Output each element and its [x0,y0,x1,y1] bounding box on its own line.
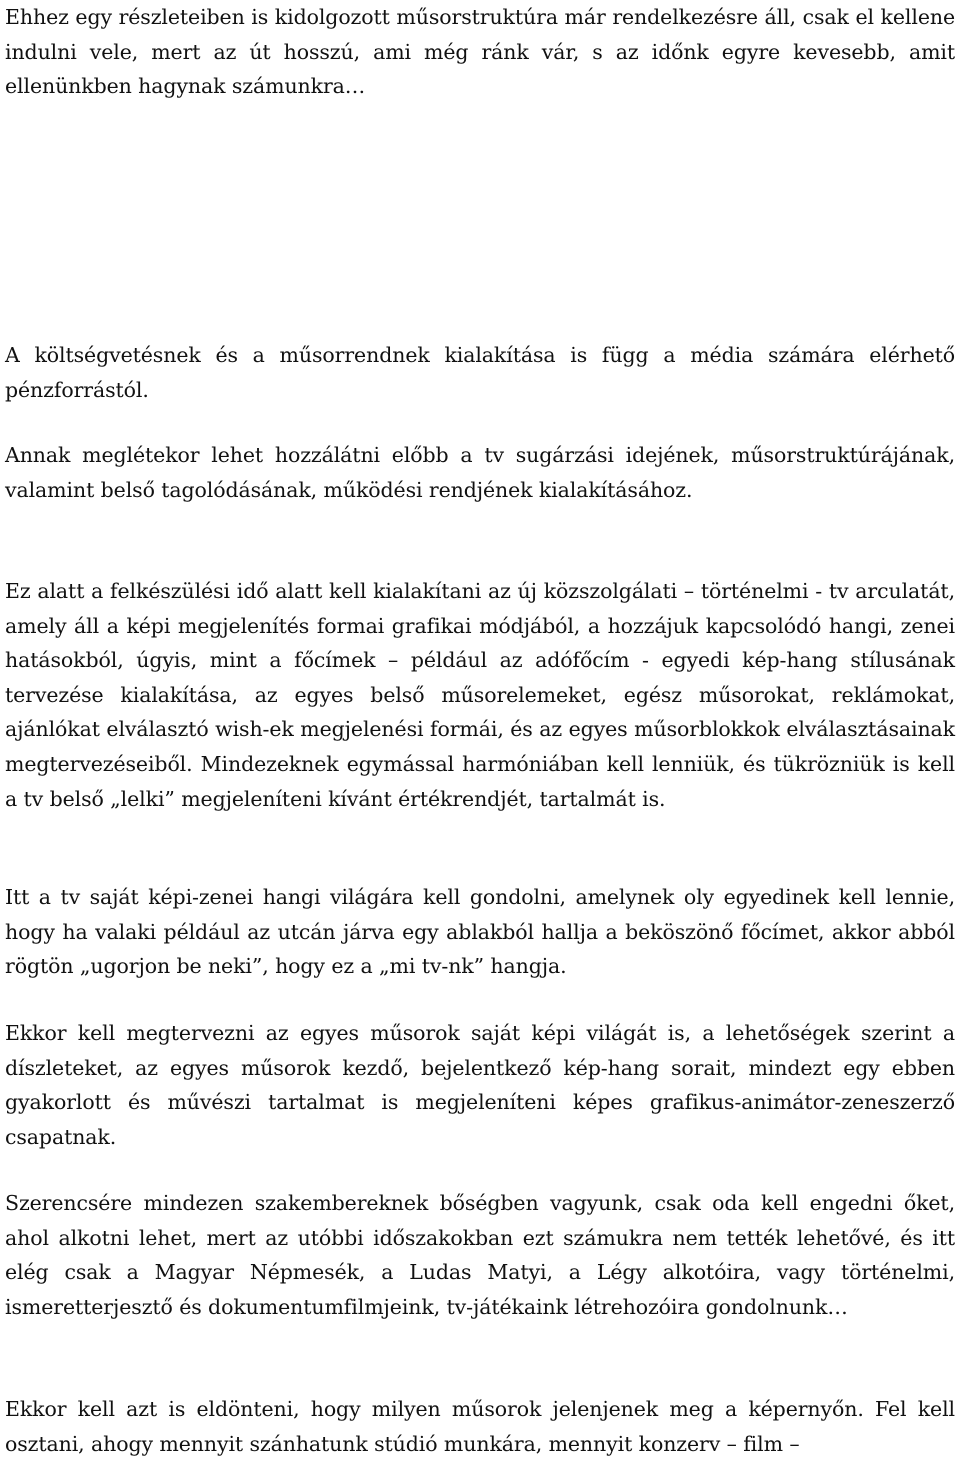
paragraph-8: Ekkor kell azt is eldönteni, hogy milyen műsorok jelenjenek meg a képernyőn. Fel kell osztani, ahogy mennyit szánhatunk stúdió munkára, mennyit konzerv – film – [5,1397,955,1456]
paragraph-1: Ehhez egy részleteiben is kidolgozott műsorstruktúra már rendelkezésre áll, csak el kellene indulni vele, mert az út hosszú, ami még ránk vár, s az időnk egyre kevesebb, amit ellenünkben hagynak számunkra… [5,5,955,99]
paragraph-5: Itt a tv saját képi-zenei hangi világára kell gondolni, amelynek oly egyedinek kell lennie, hogy ha valaki például az utcán járva egy ablakból hallja a beköszönő főcímet, akkor abból rögtön „ugorjon be neki”, hogy ez a „mi tv-nk” hangja. [5,885,955,979]
paragraph-4: Ez alatt a felkészülési idő alatt kell kialakítani az új közszolgálati – történelmi - tv arculatát, amely áll a képi megjelenítés formai grafikai módjából, a hozzájuk kapcsolódó hangi, zenei hatásokból, úgyis, mint a főcímek – például az adófőcím - egyedi kép-hang stílusának tervezése kialakítása, az egyes belső műsorelemeket, egész műsorokat, reklámokat, ajánlókat elválasztó wish-ek megjelenési formái, és az egyes műsorblokkok elválasztásainak megtervezéseiből. Mindezeknek egymással harmóniában kell lenniük, és tükrözniük is kell a tv belső „lelki” megjeleníteni kívánt értékrendjét, tartalmát is. [5,579,955,811]
paragraph-3: Annak meglétekor lehet hozzálátni előbb a tv sugárzási idejének, műsorstruktúrájának, valamint belső tagolódásának, működési rendjének kialakításához. [5,443,955,502]
paragraph-6: Ekkor kell megtervezni az egyes műsorok saját képi világát is, a lehetőségek szerint a díszleteket, az egyes műsorok kezdő, bejelentkező kép-hang sorait, mindezt egy ebben gyakorlott és művészi tartalmat is megjeleníteni képes grafikus-animátor-zeneszerző csapatnak. [5,1021,955,1149]
paragraph-2: A költségvetésnek és a műsorrendnek kialakítása is függ a média számára elérhető pénzforrástól. [5,343,955,402]
paragraph-7: Szerencsére mindezen szakembereknek bőségben vagyunk, csak oda kell engedni őket, ahol alkotni lehet, mert az utóbbi időszakokban ezt számukra nem tették lehetővé, és itt elég csak a Magyar Népmesék, a Ludas Matyi, a Légy alkotóira, vagy történelmi, ismeretterjesztő és dokumentumfilmjeink, tv-játékaink létrehozóira gondolnunk… [5,1191,955,1319]
